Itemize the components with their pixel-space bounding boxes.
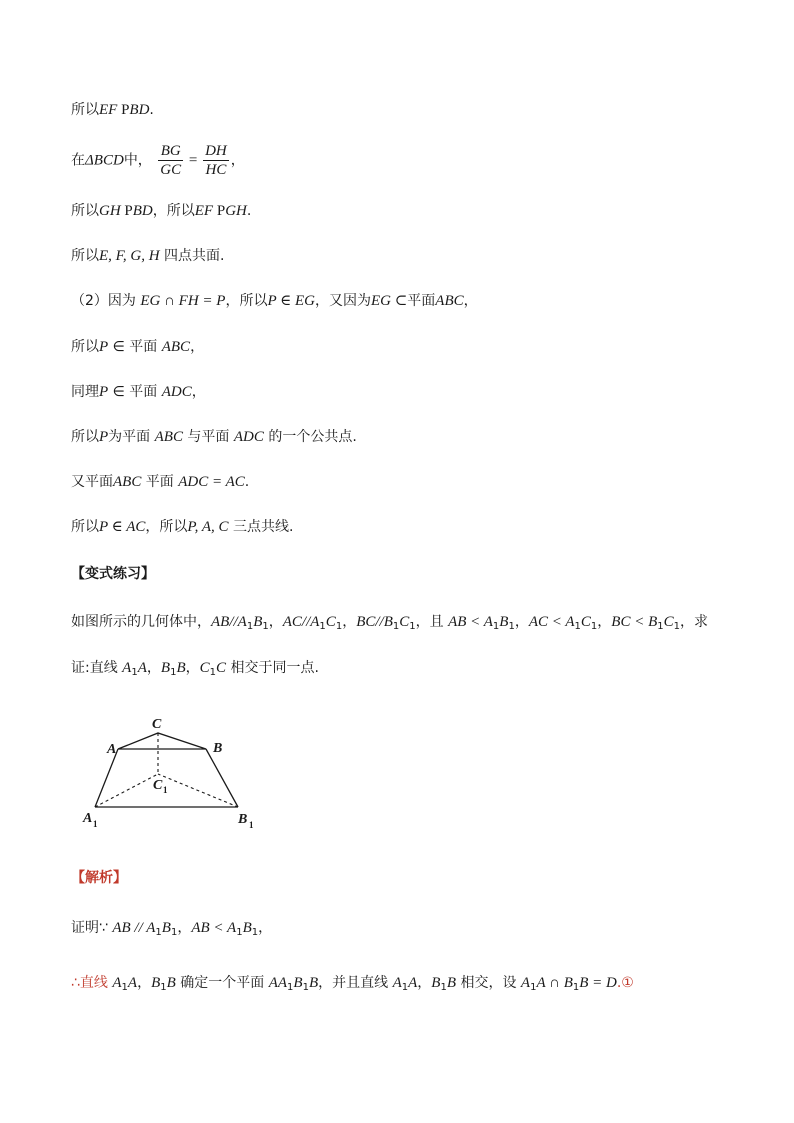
label-c: C — [152, 717, 162, 732]
fraction-bg-gc: $\frac{BG}{GC}$ — [160, 143, 182, 178]
line-common-point: 所以P为平面 ABC 与平面 ADC 的一个公共点. — [71, 429, 357, 445]
label-c1: C — [153, 778, 163, 793]
line-ef-parallel-bd: 所以EF PBD. — [71, 102, 154, 118]
line-gh-parallel: 所以GH PBD，所以EF PGH. — [71, 203, 252, 219]
label-b1: B — [238, 812, 248, 827]
line-plane-intersection: 又平面ABC 平面 ADC = AC. — [71, 474, 250, 490]
top-face-edges — [118, 733, 206, 749]
label-a: A — [107, 742, 117, 757]
line-p-in-abc: 所以P ∈ 平面 ABC， — [71, 339, 205, 355]
section-heading-variant-exercise: 【变式练习】 — [71, 566, 155, 582]
label-a1-sub: 1 — [93, 819, 98, 829]
label-a1: A — [83, 811, 93, 826]
exercise-statement-line2: 证:直线 $A_1A$，$B_1B$，$C_1C$ 相交于同一点. — [71, 660, 319, 678]
fraction-dh-hc: $\frac{DH}{HC}$ — [205, 143, 227, 178]
label-b1-sub: 1 — [249, 820, 254, 830]
hidden-edge-b1-c1 — [158, 774, 238, 807]
line-collinear: 所以P ∈ AC，所以P, A, C 三点共线. — [71, 519, 294, 535]
proof-line2: ∴直线 $A_1A$，$B_1B$ 确定一个平面 $AA_1B_1B$，并且直线 $A_1A$，$B_1B$ 相交，设 $A_1A$ ∩ $B_1B$ = D.① — [71, 975, 634, 993]
line-coplanar: 所以E, F, G, H 四点共面. — [71, 248, 225, 264]
edge-b-b1 — [206, 749, 238, 807]
line-p-in-adc: 同理P ∈ 平面 ADC， — [71, 384, 206, 400]
edge-a-a1 — [95, 749, 118, 807]
frustum-figure — [78, 712, 268, 837]
section-heading-analysis: 【解析】 — [71, 870, 127, 886]
exercise-statement-line1: 如图所示的几何体中，$AB//A_1B_1$，$AC//A_1C_1$，$BC//B_1C_1$，且 AB < $A_1B_1$，AC < $A_1C_1$，BC < $B_1C_1$，求 — [71, 614, 709, 632]
line-triangle-bcd-ratio: 在ΔBCD中， $\frac{BG}{GC}$ = $\frac{DH}{HC}$ ， — [71, 143, 245, 178]
hidden-edge-a1-c1 — [95, 774, 158, 807]
label-b: B — [213, 741, 223, 756]
label-c1-sub: 1 — [163, 785, 168, 795]
line-part2-intersection: （2）因为 EG ∩ FH = P，所以P ∈ EG，又因为EG ⊂平面ABC， — [71, 293, 478, 309]
proof-line1: 证明∵ AB // $A_1B_1$，AB < $A_1B_1$， — [71, 920, 273, 938]
